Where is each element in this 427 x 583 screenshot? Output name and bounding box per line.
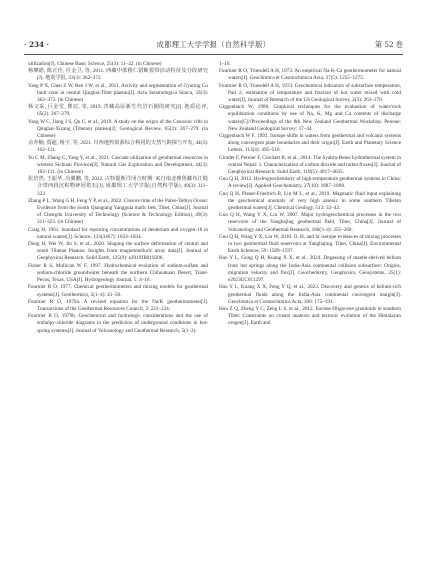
reference-entry: 张培然, 王振华, 冯翼鹏, 等, 2022. 古特提斯洋闭合时期: 来自南北雅鲁藏布江缝合带西段沉积物碎屑锆石[J]. 成都理工大学学报(自然科学版), 49(3): 311–323. xyxy=(28,176,208,197)
reference-entry: Hou Z Q, Zheng Y C, Zeng L S, et al., 2012. Eocene-Oligocene granitoids in southern Tibet: Constraints on crustal anatexis and tectonic evolution of the Himalayan orogen[J]. Earth and xyxy=(219,305,401,327)
reference-entry: Yang W C, Jiang J S, Qu C, et al., 2019. A study on the origin of the Cenozoic rifts in Qinghai-Xizang (Tibetan) plateau[J]. Geological Review, 65(2): 267–279. (in Chinese) xyxy=(28,118,208,140)
reference-entry: Fournier R O, 1977. Chemical geothermometers and mixing models for geothermal systems[J]. Geothermics, 5(1–4): 41–50. xyxy=(28,284,208,298)
reference-entry: Fournier R O, 1979a. A revised equation for the Na/K geothermometer[J]. Transactions of the Geothermal Resources Council, 3: 221–224. xyxy=(28,298,208,312)
reference-entry: Fisher R S, Mullican W F, 1997. Hydrochemical evolution of sodium-sulfate and sodium-chloride groundwater beneath the northern Chihuahuan Desert, Trans-Pecos, Texas, USA[J]. Hydrogeology Journal, 5: 4–16. xyxy=(28,262,208,284)
reference-entry: Zhang P L, Wang G H, Feng Y P, et al., 2022. Closure time of the Paleo-Tethys Ocean: Evidence from the South Qiangtang Yanggula mafic belt, Tibet, China[J]. Journal of Chengdu University of Technology (Science & Technology Edition), 49(3): 311–323. (in Chinese) xyxy=(28,197,208,226)
reference-entry: Guo Q H, Wang Y X, Liu W, 2010. O, H, and Sr isotope evidences of mixing processes in two geothermal fluid reservoirs at Yangbajing, Tibet, China[J]. Environmental Earth Sciences, 59: 1589–1597. xyxy=(219,233,401,255)
reference-entry: 余亦楠, 贾超, 杨宇, 等, 2021. 川西地热资源综合利用的天然气勘探与开发, 44(3): 102–111. xyxy=(28,140,208,154)
reference-entry: Guo Q H, Wang Y X, Liu W, 2007. Major hydrogeochemical processes in the two reservoirs of the Yangbajing geothermal field, Tibet, China[J]. Journal of Volcanology and Geothermal Research, 166(3–4): 255–268. xyxy=(219,212,401,233)
reference-entry: Giggenbach W F, 1992. Isotope shifts in waters from geothermal and volcanic systems along convergent plate boundaries and their origin[J]. Earth and Planetary Science Letters, 113(4): 495–510. xyxy=(219,133,401,154)
reference-column-left xyxy=(28,61,208,335)
reference-entry: Fournier R O, Truesdell A H, 1973. An empirical Na-K-Ca geothermometer for natural waters[J]. Geochimica et Cosmochimica Acta, 37(5): 1255–1275. xyxy=(219,68,401,82)
header-rule xyxy=(24,54,403,55)
reference-entry: 杨文采, 巨金堂, 瞿辰, 等, 2019. 青藏高原新生代岩石圈的研究[J]. 地质论评, 65(2): 267–279. xyxy=(28,104,208,118)
reference-entry: Dong H, Wei W, Jin S, et al., 2020. Shaping the surface deformation of central and south Tibetan Plateau: Insights from magnetotelluric array data[J]. Journal of Geophysical Research: Solid Earth, 125(9): e2019JB019206. xyxy=(28,241,208,262)
reference-entry: Fournier R O, 1979b. Geochemical and hydrologic considerations and the use of enthalpy-chloride diagrams in the prediction of underground conditions in hot-spring systems[J]. Journal of Volcanology and Geothermal Research, 5(1–2): xyxy=(28,313,208,334)
reference-entry: Hao Y L, Gong Q H, Kuang X X, et al., 2024. Degassing of mantle-derived helium from hot springs along the India-Asia continental collision subsurface: Origins, migration velocity and flux[J]. Geochemistry, Geophysics, Geosystems, 25(1): e2023GC011297. xyxy=(219,255,401,284)
reference-entry: Yu C M, Zhang C, Yang Y, et al., 2021. Cascade utilization of geothermal resources in western Sichuan Province[J]. Natural Gas Exploration and Development, 44(3): 102–111. (in Chinese) xyxy=(28,154,208,176)
reference-entry: Guo Q H, 2012. Hydrogeochemistry of high-temperature geothermal systems in China: A review[J]. Applied Geochemistry, 27(10): 1887–1898. xyxy=(219,176,401,190)
reference-entry: 1–16. xyxy=(219,61,231,67)
page-number: · 234 · xyxy=(24,40,50,49)
reference-entry: Giggenbach W, 1986. Graphical techniques for the evaluation of water/rock equilibration conditions by use of Na, K, Mg and Ca contents of discharge waters[C]//Proceedings of the 8th New Zealand Geothermal Workshop. Penone: New Zealand Geological Survey: 37–44. xyxy=(219,104,401,132)
reference-entry: Yang P X, Chen Z W, Ren J W, et al., 2011. Activity and segmentation of Gyaring Co fault zone in central Qinghai-Tibet plateau[J]. Acta Seismologica Sinica, 33(3): 362–372. (in Chinese) xyxy=(28,82,208,104)
reference-column-right xyxy=(219,61,401,328)
running-header xyxy=(24,40,403,54)
volume-label: 第 52 卷 xyxy=(374,40,403,49)
reference-entry: 杨攀皓, 陈正佳, 任金卫, 等, 2011. 西藏中部格仁错断裂带活动特征及分段研究[J]. 地震学报, 33(3): 362–372. xyxy=(28,68,208,82)
reference-entry: utilization[J]. Chinese Basic Science, 25(3): 11–22. (in Chinese) xyxy=(28,61,162,67)
journal-title: 成都理工大学学报（自然科学版） xyxy=(156,40,271,49)
reference-entry: Hao Y L, Kuang X X, Feng Y Q, et al., 2023. Discovery and genesis of helium-rich geothermal fluids along the India-Asia continental convergent margin[J]. Geochimica et Cosmochimica Acta, 360: 175–191. xyxy=(219,284,401,305)
reference-entry: Giradet F, Pernier F, Crockett R, et al., 2014. The Syabru-Bensi hydrothermal system in central Nepal: 1. Characterization of carbon dioxide and radon fluxes[J]. Journal of Geophysical Research: Solid Earth, 119(5): 4017–4035. xyxy=(219,154,401,176)
reference-entry: Guo Q H, Planer-Friedrich B, Liu M L, et al., 2019. Magmatic fluid input explaining the geochemical anomaly of very high arsenic in some southern Tibetan geothermal waters[J]. Chemical Geology, 513: 32–43. xyxy=(219,190,401,212)
reference-entry: Fournier R O, Truesdell A H, 1974. Geochemical indicators of subsurface temperature, Part 2, estimation of temperature and fraction of hot water mixed with cold water[J]. Journal of Research of the US Geological Survey, 2(3): 263–270. xyxy=(219,82,401,104)
reference-entry: Craig H, 1961. Standard for reporting concentrations of deuterium and oxygen-18 in natural waters[J]. Science, 133(3467): 1833–1834. xyxy=(28,226,208,240)
